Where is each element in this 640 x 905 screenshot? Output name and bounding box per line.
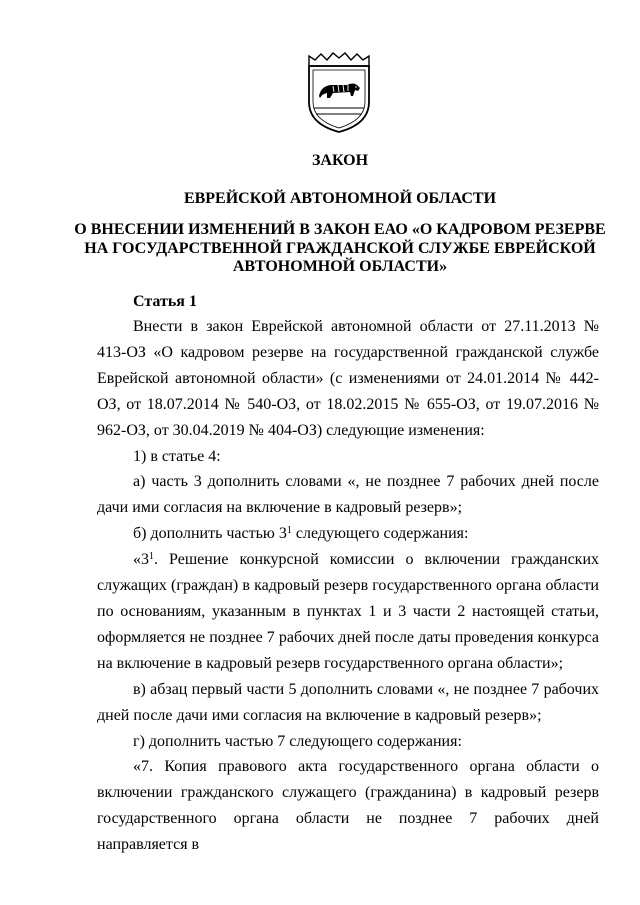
region-name: ЕВРЕЙСКОЙ АВТОНОМНОЙ ОБЛАСТИ [183,190,497,207]
paragraph-part-7: «7. Копия правового акта государственного органа области о включении гражданского служащего (гражданина) в кадровый резерв государственного органа области не позднее 7 рабочих дней направляется в [97,758,599,854]
law-body [97,314,599,858]
paragraph-item-b: б) дополнить частью $3^1$ следующего содержания: [133,525,469,543]
tiger-shield-icon [303,52,375,134]
paragraph-part-3-1: «$3^1$. Решение конкурсной комиссии о включении гражданских служащих (граждан) в кадровый резерв государственного органа области по основаниям, указанным в пунктах 1 и 3 части 2 настоящей статьи, оформляется не позднее 7 рабочих дней после даты проведения конкурса на включение в кадровый резерв государственного органа области»; [97,551,599,672]
coat-of-arms-emblem [303,52,375,134]
document-type-title: ЗАКОН [311,152,369,169]
law-heading-line: НА ГОСУДАРСТВЕННОЙ ГРАЖДАНСКОЙ СЛУЖБЕ ЕВРЕЙСКОЙ [84,239,596,257]
paragraph-intro: Внести в закон Еврейской автономной области от 27.11.2013 № 413-ОЗ «О кадровом резерве на государственной гражданской службе Еврейской автономной области» (с изменениями от 24.01.2014 № 442-ОЗ, от 18.07.2014 № 540-ОЗ, от 18.02.2015 № 655-ОЗ, от 19.07.2016 № 962-ОЗ, от 30.04.2019 № 404-ОЗ) следующие изменения: [97,318,599,439]
article-title: Статья 1 [133,293,197,310]
law-heading [40,221,640,277]
law-heading-line: О ВНЕСЕНИИ ИЗМЕНЕНИЙ В ЗАКОН ЕАО «О КАДРОВОМ РЕЗЕРВЕ [74,221,606,238]
paragraph-item-g: г) дополнить частью 7 следующего содержания: [133,732,462,750]
paragraph-item-a: а) часть 3 дополнить словами «, не позднее 7 рабочих дней после дачи ими согласия на включение в кадровый резерв»; [97,473,599,517]
paragraph-item-v: в) абзац первый части 5 дополнить словами «, не позднее 7 рабочих дней после дачи ими согласия на включение в кадровый резерв»; [97,680,599,724]
law-heading-line: АВТОНОМНОЙ ОБЛАСТИ» [232,258,448,275]
paragraph-item-1: 1) в статье 4: [133,447,221,465]
